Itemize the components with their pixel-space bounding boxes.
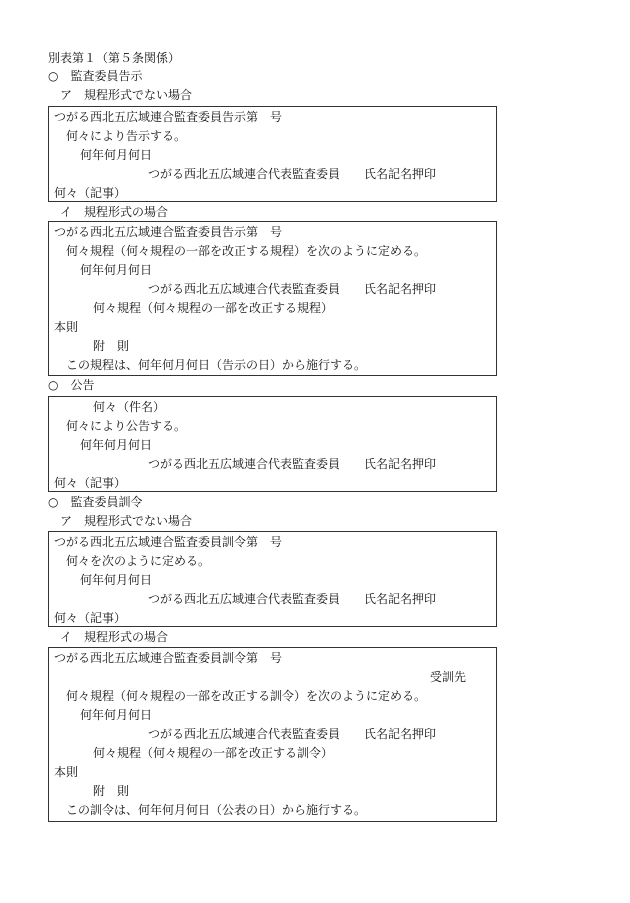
form-line: 何々を次のように定める。 (66, 554, 211, 568)
form-line: つがる西北五広域連合代表監査委員 氏名記名押印 (148, 282, 437, 296)
form-line: 何々により告示する。 (66, 129, 187, 143)
form-line: 何々規程（何々規程の一部を改正する訓令） (93, 746, 334, 760)
form-line: つがる西北五広域連合代表監査委員 氏名記名押印 (148, 727, 437, 741)
form-line: 何々（記事） (54, 611, 127, 625)
form-line: つがる西北五広域連合代表監査委員 氏名記名押印 (148, 457, 437, 471)
form-line: 何々（記事） (54, 476, 127, 490)
subsection-label: ア 規程形式でない場合 (60, 88, 193, 102)
form-line: 何々規程（何々規程の一部を改正する規程） (93, 301, 334, 315)
form-line: つがる西北五広域連合監査委員告示第 号 (54, 225, 283, 239)
form-line: つがる西北五広域連合代表監査委員 氏名記名押印 (148, 592, 437, 606)
section-title-kokuji: ○ 監査委員告示 (48, 69, 143, 83)
form-line: つがる西北五広域連合監査委員告示第 号 (54, 110, 283, 124)
subsection-label: ア 規程形式でない場合 (60, 514, 193, 528)
form-line: 附 則 (93, 784, 130, 798)
form-line: 何年何月何日 (80, 263, 153, 277)
form-line: つがる西北五広域連合代表監査委員 氏名記名押印 (148, 167, 437, 181)
appendix-heading: 別表第１（第５条関係） (48, 51, 181, 65)
form-line: 何々（件名） (93, 400, 166, 414)
form-line: 何々規程（何々規程の一部を改正する規程）を次のように定める。 (66, 244, 427, 258)
form-line: 何々規程（何々規程の一部を改正する訓令）を次のように定める。 (66, 689, 427, 703)
form-line: この訓令は、何年何月何日（公表の日）から施行する。 (66, 803, 367, 817)
section-title-koukoku: ○ 公告 (48, 378, 95, 392)
form-line: 附 則 (93, 339, 130, 353)
form-line: 何年何月何日 (80, 573, 153, 587)
form-line: 何々（記事） (54, 186, 127, 200)
form-line: つがる西北五広域連合監査委員訓令第 号 (54, 535, 283, 549)
section-title-kunrei: ○ 監査委員訓令 (48, 495, 143, 509)
form-line: 何年何月何日 (80, 148, 153, 162)
form-line: つがる西北五広域連合監査委員訓令第 号 (54, 651, 283, 665)
form-line: 何年何月何日 (80, 708, 153, 722)
form-line: 本則 (54, 765, 79, 779)
form-line: 何年何月何日 (80, 438, 153, 452)
subsection-label: イ 規程形式の場合 (60, 630, 169, 644)
form-line: 本則 (54, 320, 79, 334)
subsection-label: イ 規程形式の場合 (60, 205, 169, 219)
form-line-recipient: 受訓先 (430, 670, 467, 684)
form-line: この規程は、何年何月何日（告示の日）から施行する。 (66, 358, 367, 372)
form-line: 何々により公告する。 (66, 419, 187, 433)
